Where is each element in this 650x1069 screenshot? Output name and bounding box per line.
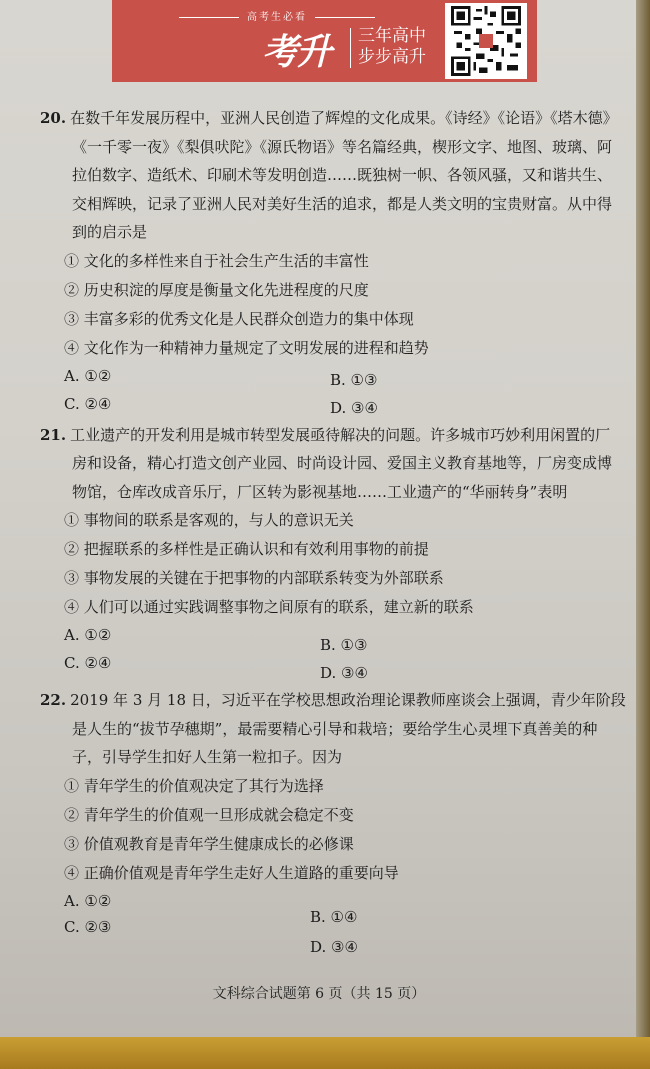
desk-surface — [0, 1037, 650, 1069]
choice-b: B. ①③ — [330, 370, 378, 389]
answer-choices — [40, 888, 620, 956]
banner-slogan: 三年高中 步步高升 — [358, 26, 426, 67]
question-number: 21. — [40, 425, 67, 444]
statement-option: ④ 人们可以通过实践调整事物之间原有的联系，建立新的联系 — [64, 598, 474, 616]
banner-tagline: 高考生必看 — [112, 8, 442, 23]
question-stem: 21. 工业遗产的开发利用是城市转型发展亟待解决的问题。许多城市巧妙利用闲置的厂 房和设备，精心打造文创产业园、时尚设计园、爱国主义教育基地等，厂房变成博 物馆，仓库改成音乐厅，厂区转为影视基地……工业遗产的“华丽转身”表明 — [40, 425, 613, 501]
statement-option: ② 青年学生的价值观一旦形成就会稳定不变 — [64, 805, 354, 824]
choice-b: B. ①③ — [320, 636, 368, 654]
statement-option: ② 把握联系的多样性是正确认识和有效利用事物的前提 — [64, 540, 429, 558]
question-20 — [40, 104, 620, 421]
choice-a: A. ①② — [64, 626, 112, 644]
statement-option: ① 青年学生的价值观决定了其行为选择 — [64, 776, 324, 795]
statement-option: ③ 价值观教育是青年学生健康成长的必修课 — [64, 834, 354, 853]
question-21 — [40, 421, 620, 681]
answer-choices — [40, 622, 620, 680]
banner-logo: 考升 — [262, 32, 331, 73]
answer-choices — [40, 363, 620, 421]
choice-d: D. ③④ — [320, 664, 368, 682]
statement-option: ② 历史积淀的厚度是衡量文化先进程度的尺度 — [64, 280, 369, 299]
choice-d: D. ③④ — [310, 937, 358, 956]
statement-option: ① 事物间的联系是客观的，与人的意识无关 — [64, 511, 354, 529]
choice-a: A. ①② — [64, 366, 112, 385]
question-number: 22. — [40, 691, 67, 709]
choice-a: A. ①② — [64, 891, 112, 910]
page-footer: 文科综合试题第 6 页（共 15 页） — [212, 986, 426, 1002]
question-stem: 22. 2019 年 3 月 18 日，习近平在学校思想政治理论课教师座谈会上强调，青少年阶段 是人生的“拔节孕穗期”，最需要精心引导和栽培；要给学生心灵埋下真善美的种 子，引导学生扣好人生第一粒扣子。因为 — [40, 691, 626, 766]
question-stem: 20. 在数千年发展历程中，亚洲人民创造了辉煌的文化成果。《诗经》《论语》《塔木德》 《一千零一夜》《梨俱吠陀》《源氏物语》等名篇经典，楔形文字、地图、玻璃、阿 拉伯数字、造纸术、印刷术等发明创造……既独树一帜、各领风骚，又和谐共生、 交相辉映，记录了亚洲人民对美好生活的追求，都是人类文明的宝贵财富。从中得 到的启示是 — [40, 109, 618, 241]
qr-code-icon — [445, 3, 527, 79]
statement-option: ③ 事物发展的关键在于把事物的内部联系转变为外部联系 — [64, 569, 444, 587]
choice-b: B. ①④ — [310, 907, 358, 926]
statement-option: ④ 正确价值观是青年学生走好人生道路的重要向导 — [64, 863, 399, 882]
question-number: 20. — [40, 109, 67, 127]
choice-c: C. ②③ — [64, 917, 112, 936]
choice-c: C. ②④ — [64, 654, 112, 672]
statement-option: ④ 文化作为一种精神力量规定了文明发展的进程和趋势 — [64, 338, 429, 357]
statement-option: ① 文化的多样性来自于社会生产生活的丰富性 — [64, 251, 369, 270]
choice-d: D. ③④ — [330, 398, 378, 417]
paper-edge — [636, 0, 650, 1069]
question-22 — [40, 686, 626, 956]
promo-banner — [112, 0, 537, 82]
questions-section — [40, 104, 626, 956]
banner-divider — [350, 28, 351, 68]
statement-option: ③ 丰富多彩的优秀文化是人民群众创造力的集中体现 — [64, 309, 414, 328]
choice-c: C. ②④ — [64, 394, 112, 413]
